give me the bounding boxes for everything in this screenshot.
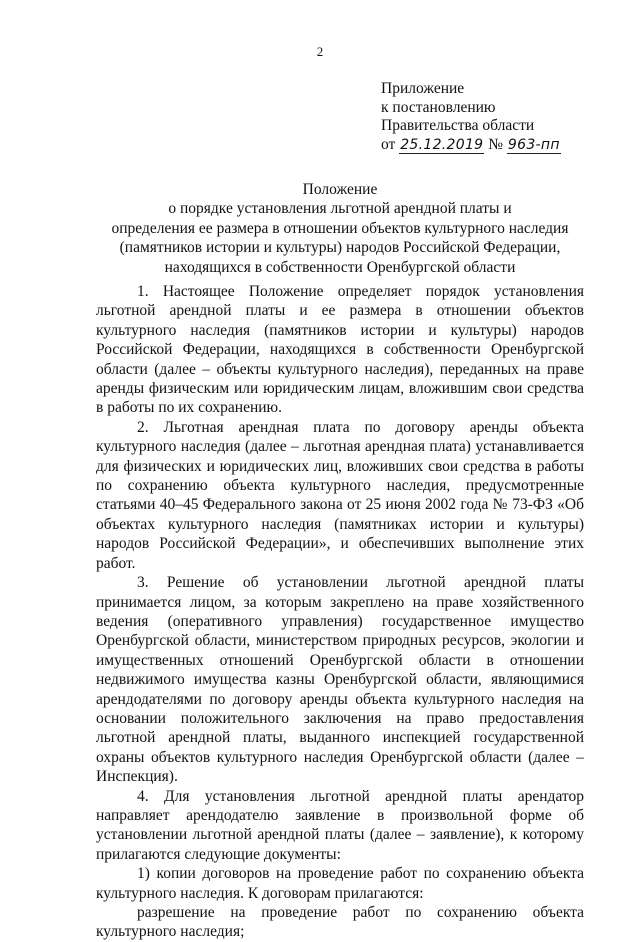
number-prefix: № <box>488 135 504 153</box>
page-number: 2 <box>316 44 324 59</box>
paragraph-4-item-1: 1) копии договоров на проведение работ по сохранению объекта культурного наследия. К договорам прилагаются: <box>96 865 584 902</box>
appendix-date-line <box>381 136 561 155</box>
appendix-line-3: Правительства области <box>381 117 535 134</box>
appendix-line-2: к постановлению <box>381 98 496 116</box>
handwritten-date: 25.12.2019 <box>400 136 484 153</box>
document-body <box>96 282 584 942</box>
date-prefix: от <box>381 135 396 153</box>
handwritten-number: 963-пп <box>507 136 560 153</box>
appendix-block <box>381 80 561 154</box>
paragraph-2: 2. Льготная арендная плата по договору аренды объекта культурного наследия (далее – льготная арендная плата) устанавливается для физических и юридических лиц, вложивших свои средства в работы по сохранению объекта культурного наследия, предусмотренные статьями 40–45 Федерального закона от 25 июня 2002 года № 73-ФЗ «Об объектах культурного наследия (памятниках истории и культуры) народов Российской Федерации», и обеспечивших выполнение этих работ. <box>96 418 584 572</box>
title-line-5: находящихся в собственности Оренбургской области <box>164 258 516 276</box>
paragraph-3: 3. Решение об установлении льготной арендной платы принимается лицом, за которым закреплено на праве хозяйственного ведения (оперативного управления) государственное имущество Оренбургской области, министерством природных ресурсов, экологии и имущественных отношений Оренбургской области в отношении недвижимого имущества казны Оренбургской области, являющимися арендодателями по договору аренды объекта культурного наследия на основании положительного заключения на право предоставления льготной арендной платы, выданного инспекцией государственной охраны объектов культурного наследия Оренбургской области (далее – Инспекция). <box>96 574 584 786</box>
title-line-1: Положение <box>302 181 378 198</box>
title-line-3: определения ее размера в отношении объектов культурного наследия <box>111 219 569 237</box>
paragraph-4-item-1-sub: разрешение на проведение работ по сохранению объекта культурного наследия; <box>96 904 584 941</box>
paragraph-4: 4. Для установления льготной арендной платы арендатор направляет арендодателю заявление в произвольной форме об установлении льготной арендной платы (далее – заявление), к которому прилагаются следующие документы: <box>96 787 584 863</box>
title-line-2: о порядке установления льготной арендной платы и <box>168 200 512 218</box>
document-title <box>60 180 620 277</box>
paragraph-1: 1. Настоящее Положение определяет порядок установления льготной арендной платы и ее размера в отношении объектов культурного наследия (памятников истории и культуры) народов Российской Федерации, находящихся в собственности Оренбургской области (далее – объекты культурного наследия), переданных на праве аренды физическим или юридическим лицам, вложившим свои средства в работы по их сохранению. <box>96 283 584 417</box>
title-line-4: (памятников истории и культуры) народов Российской Федерации, <box>119 239 561 257</box>
appendix-line-1: Приложение <box>381 80 465 97</box>
